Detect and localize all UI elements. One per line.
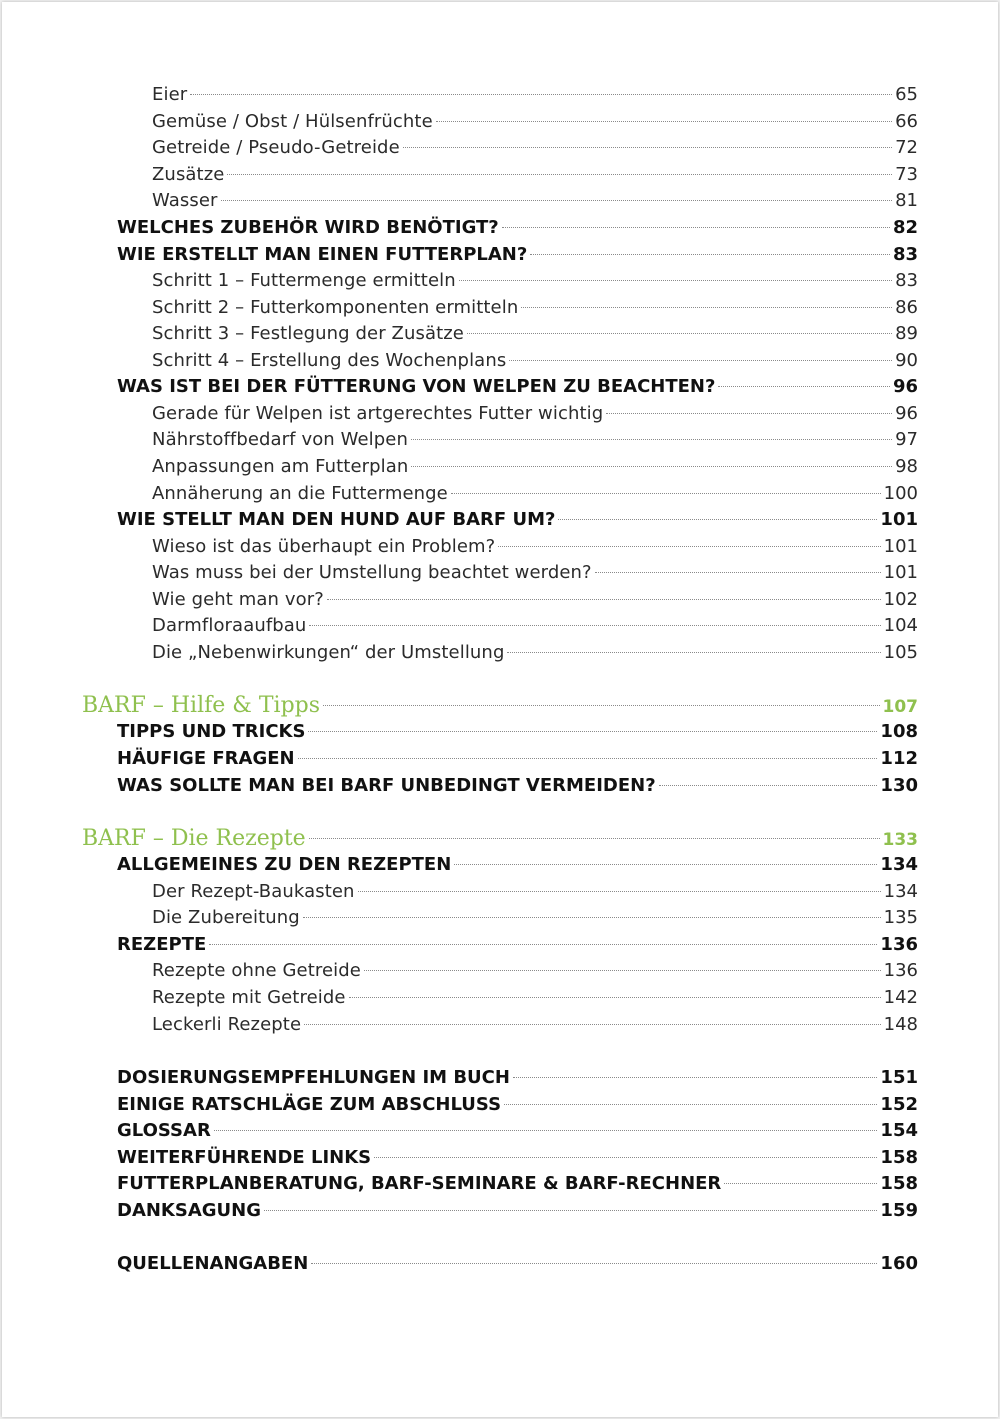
- toc-entry-main: [117, 746, 918, 772]
- dot-leader: [502, 227, 890, 228]
- toc-entry-label: Rezepte ohne Getreide: [152, 960, 361, 981]
- dot-leader: [509, 360, 892, 361]
- toc-entry-label: Wasser: [152, 190, 218, 211]
- toc-entry-label: GLOSSAR: [117, 1120, 211, 1141]
- toc-entry-sub: [152, 560, 918, 586]
- toc-entry-label: FUTTERPLANBERATUNG, BARF-SEMINARE & BARF-RECHNER: [117, 1173, 722, 1194]
- toc-entry-page-number: 151: [880, 1067, 918, 1088]
- toc-entry-label: TIPPS UND TRICKS: [117, 721, 306, 742]
- toc-entry-label: Schritt 3 – Festlegung der Zusätze: [152, 323, 464, 344]
- toc-entry-page-number: 102: [883, 589, 918, 610]
- toc-entry-sub: [152, 905, 918, 931]
- dot-leader: [595, 572, 881, 573]
- dot-leader: [411, 439, 892, 440]
- toc-entry-label: Rezepte mit Getreide: [152, 987, 346, 1008]
- dot-leader: [521, 307, 892, 308]
- toc-entry-page-number: 101: [883, 562, 918, 583]
- toc-entry-page-number: 135: [883, 907, 918, 928]
- toc-entry-main: [117, 1251, 918, 1277]
- toc-entry-page-number: 100: [883, 483, 918, 504]
- toc-entry-label: Gerade für Welpen ist artgerechtes Futter wichtig: [152, 403, 604, 424]
- toc-entry-page-number: 130: [880, 775, 918, 796]
- toc-entry-label: Gemüse / Obst / Hülsenfrüchte: [152, 111, 433, 132]
- toc-entry-label: WEITERFÜHRENDE LINKS: [117, 1147, 372, 1168]
- toc-entry-page-number: 101: [880, 509, 918, 530]
- toc-entry-main: [117, 1171, 918, 1197]
- toc-entry-sub: [152, 985, 918, 1011]
- dot-leader: [467, 333, 892, 334]
- dot-leader: [724, 1183, 877, 1184]
- dot-leader: [606, 413, 892, 414]
- toc-entry-page-number: 133: [882, 830, 918, 850]
- dot-leader: [311, 1263, 877, 1264]
- toc-entry-label: WELCHES ZUBEHÖR WIRD BENÖTIGT?: [117, 217, 499, 238]
- toc-entry-page-number: 65: [895, 84, 918, 105]
- toc-entry-label: Leckerli Rezepte: [152, 1014, 302, 1035]
- dot-leader: [513, 1077, 877, 1078]
- toc-entry-sub: [152, 958, 918, 984]
- book-page: [2, 2, 998, 1417]
- toc-entry-page-number: 90: [895, 350, 918, 371]
- dot-leader: [558, 519, 877, 520]
- toc-entry-label: DOSIERUNGSEMPFEHLUNGEN IM BUCH: [117, 1067, 510, 1088]
- dot-leader: [298, 758, 878, 759]
- toc-entry-label: Darmfloraaufbau: [152, 615, 307, 636]
- toc-entry-page-number: 160: [880, 1253, 918, 1274]
- toc-entry-main: [117, 1198, 918, 1224]
- toc-entry-page-number: 105: [883, 642, 918, 663]
- toc-entry-page-number: 108: [880, 721, 918, 742]
- toc-entry-main: [117, 1092, 918, 1118]
- toc-entry-label: ALLGEMEINES ZU DEN REZEPTEN: [117, 854, 452, 875]
- toc-entry-sub: [152, 640, 918, 666]
- dot-leader: [221, 200, 893, 201]
- toc-entry-sub: [152, 109, 918, 135]
- dot-leader: [411, 466, 892, 467]
- toc-entry-sub: [152, 321, 918, 347]
- toc-entry-main: [117, 719, 918, 745]
- toc-entry-page-number: 107: [882, 697, 918, 717]
- toc-entry-main: [117, 242, 918, 268]
- dot-leader: [498, 546, 880, 547]
- toc-entry-label: Getreide / Pseudo-Getreide: [152, 137, 400, 158]
- toc-entry-page-number: 104: [883, 615, 918, 636]
- dot-leader: [374, 1157, 877, 1158]
- toc-entry-sub: [152, 454, 918, 480]
- dot-leader: [264, 1210, 877, 1211]
- dot-leader: [436, 121, 892, 122]
- toc-entry-sub: [152, 427, 918, 453]
- toc-entry-page-number: 81: [895, 190, 918, 211]
- toc-entry-sub: [152, 1012, 918, 1038]
- dot-leader: [308, 731, 877, 732]
- toc-entry-page-number: 66: [895, 111, 918, 132]
- toc-entry-label: WAS SOLLTE MAN BEI BARF UNBEDINGT VERMEIDEN?: [117, 775, 656, 796]
- toc-entry-label: Anpassungen am Futterplan: [152, 456, 409, 477]
- dot-leader: [659, 785, 878, 786]
- toc-entry-sub: [152, 295, 918, 321]
- toc-entry-page-number: 96: [892, 376, 918, 397]
- toc-entry-page-number: 72: [895, 137, 918, 158]
- dot-leader: [323, 705, 879, 706]
- toc-entry-page-number: 86: [895, 297, 918, 318]
- toc-entry-label: WAS IST BEI DER FÜTTERUNG VON WELPEN ZU BEACHTEN?: [117, 376, 716, 397]
- toc-entry-label: Schritt 4 – Erstellung des Wochenplans: [152, 350, 507, 371]
- toc-entry-main: [117, 852, 918, 878]
- toc-entry-label: Eier: [152, 84, 188, 105]
- toc-entry-main: [117, 773, 918, 799]
- toc-entry-main: [117, 1145, 918, 1171]
- toc-entry-page-number: 112: [880, 748, 918, 769]
- toc-entry-label: Schritt 1 – Futtermenge ermitteln: [152, 270, 456, 291]
- toc-entry-sub: [152, 879, 918, 905]
- toc-entry-page-number: 136: [883, 960, 918, 981]
- toc-entry-page-number: 154: [880, 1120, 918, 1141]
- dot-leader: [451, 493, 881, 494]
- dot-leader: [530, 254, 890, 255]
- toc-entry-main: [117, 1065, 918, 1091]
- toc-entry-sub: [152, 587, 918, 613]
- toc-entry-label: DANKSAGUNG: [117, 1200, 262, 1221]
- toc-entry-sub: [152, 401, 918, 427]
- toc-entry-label: Was muss bei der Umstellung beachtet werden?: [152, 562, 592, 583]
- toc-entry-page-number: 83: [895, 270, 918, 291]
- toc-entry-page-number: 134: [880, 854, 918, 875]
- dot-leader: [303, 917, 881, 918]
- toc-entry-page-number: 73: [895, 164, 918, 185]
- toc-entry-label: Zusätze: [152, 164, 225, 185]
- toc-entry-section: [82, 826, 918, 852]
- toc-entry-page-number: 98: [895, 456, 918, 477]
- dot-leader: [454, 864, 877, 865]
- toc-entry-sub: [152, 268, 918, 294]
- dot-leader: [227, 174, 892, 175]
- dot-leader: [190, 94, 892, 95]
- toc-entry-page-number: 159: [880, 1200, 918, 1221]
- toc-entry-label: Die Zubereitung: [152, 907, 300, 928]
- toc-entry-sub: [152, 82, 918, 108]
- dot-leader: [507, 652, 880, 653]
- toc-entry-label: Der Rezept-Baukasten: [152, 881, 355, 902]
- toc-entry-page-number: 96: [895, 403, 918, 424]
- toc-entry-sub: [152, 162, 918, 188]
- toc-entry-label: Annäherung an die Futtermenge: [152, 483, 448, 504]
- toc-entry-page-number: 152: [880, 1094, 918, 1115]
- toc-entry-sub: [152, 188, 918, 214]
- dot-leader: [214, 1130, 878, 1131]
- toc-entry-label: HÄUFIGE FRAGEN: [117, 748, 295, 769]
- toc-entry-section: [82, 693, 918, 719]
- toc-entry-page-number: 134: [883, 881, 918, 902]
- dot-leader: [504, 1104, 877, 1105]
- dot-leader: [304, 1024, 881, 1025]
- toc-entry-page-number: 97: [895, 429, 918, 450]
- dot-leader: [309, 838, 880, 839]
- toc-entry-sub: [152, 348, 918, 374]
- toc-entry-sub: [152, 534, 918, 560]
- toc-entry-page-number: 82: [892, 217, 918, 238]
- toc-entry-label: WIE ERSTELLT MAN EINEN FUTTERPLAN?: [117, 244, 528, 265]
- dot-leader: [327, 599, 881, 600]
- dot-leader: [209, 944, 877, 945]
- toc-entry-label: BARF – Hilfe & Tipps: [82, 693, 321, 718]
- dot-leader: [459, 280, 892, 281]
- toc-entry-label: Nährstoffbedarf von Welpen: [152, 429, 408, 450]
- toc-entry-main: [117, 1118, 918, 1144]
- toc-entry-label: QUELLENANGABEN: [117, 1253, 309, 1274]
- toc-entry-main: [117, 932, 918, 958]
- toc-entry-page-number: 158: [880, 1173, 918, 1194]
- toc-entry-main: [117, 215, 918, 241]
- toc-entry-label: BARF – Die Rezepte: [82, 826, 306, 851]
- toc-entry-sub: [152, 481, 918, 507]
- toc-entry-page-number: 101: [883, 536, 918, 557]
- dot-leader: [364, 970, 881, 971]
- dot-leader: [403, 147, 892, 148]
- toc-entry-label: EINIGE RATSCHLÄGE ZUM ABSCHLUSS: [117, 1094, 502, 1115]
- toc-entry-label: Die „Nebenwirkungen“ der Umstellung: [152, 642, 505, 663]
- toc-entry-label: Wieso ist das überhaupt ein Problem?: [152, 536, 496, 557]
- toc-entry-page-number: 158: [880, 1147, 918, 1168]
- toc-entry-page-number: 142: [883, 987, 918, 1008]
- toc-entry-label: Wie geht man vor?: [152, 589, 324, 610]
- dot-leader: [718, 386, 889, 387]
- toc-entry-main: [117, 507, 918, 533]
- toc-entry-page-number: 136: [880, 934, 918, 955]
- dot-leader: [349, 997, 881, 998]
- dot-leader: [309, 625, 880, 626]
- toc-entry-label: Schritt 2 – Futterkomponenten ermitteln: [152, 297, 519, 318]
- toc-entry-main: [117, 374, 918, 400]
- toc-entry-sub: [152, 613, 918, 639]
- toc-entry-label: WIE STELLT MAN DEN HUND AUF BARF UM?: [117, 509, 556, 530]
- toc-entry-sub: [152, 135, 918, 161]
- toc-entry-page-number: 148: [883, 1014, 918, 1035]
- dot-leader: [358, 891, 881, 892]
- toc-entry-page-number: 89: [895, 323, 918, 344]
- toc-entry-label: REZEPTE: [117, 934, 207, 955]
- toc-entry-page-number: 83: [892, 244, 918, 265]
